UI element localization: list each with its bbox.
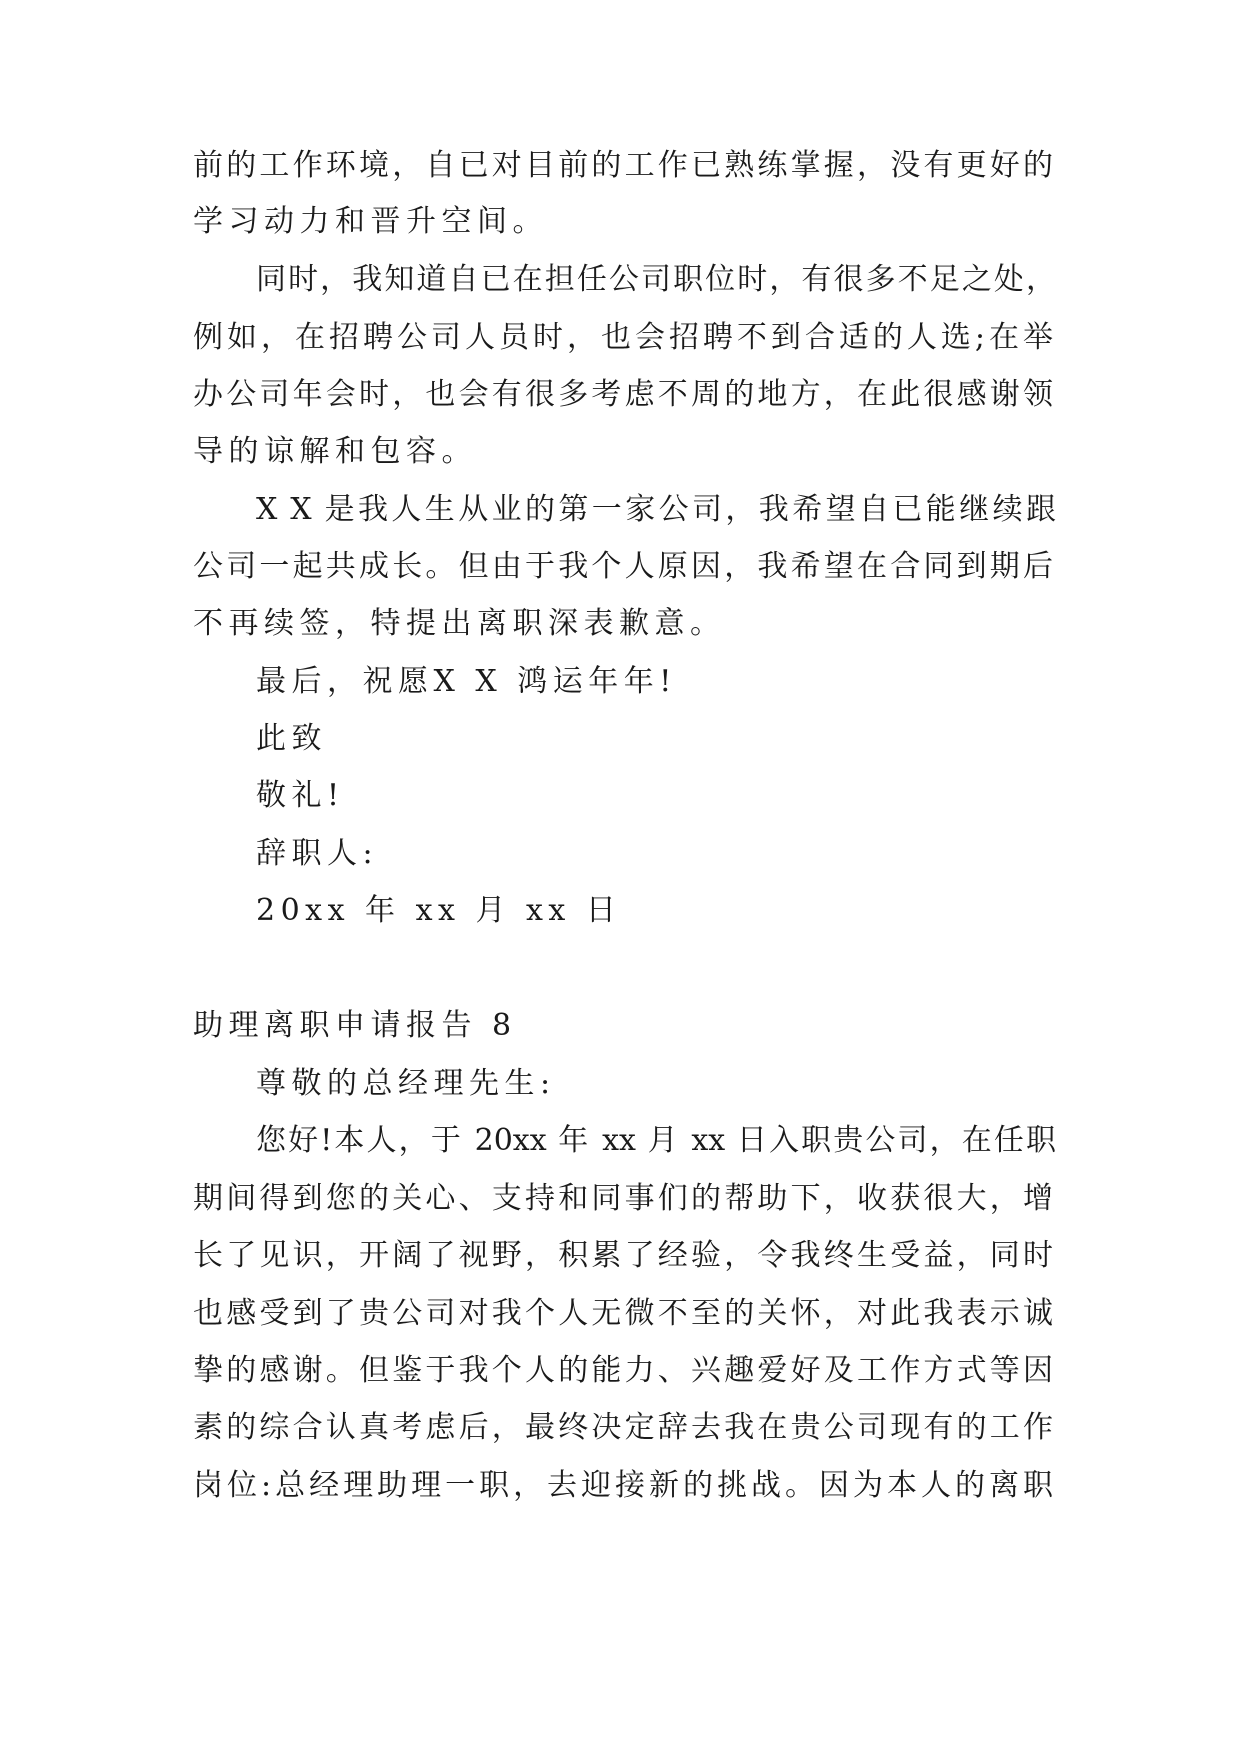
- paragraph-line: 公司一起共成长。但由于我个人原因，我希望在合同到期后: [193, 549, 1053, 584]
- section-title: 助理离职申请报告 8: [193, 1008, 517, 1043]
- date-line: 20xx 年 xx 月 xx 日: [256, 893, 622, 928]
- signature-label: 辞职人:: [256, 836, 379, 871]
- letter-greeting: 尊敬的总经理先生:: [256, 1066, 556, 1101]
- paragraph-line: 期间得到您的关心、支持和同事们的帮助下，收获很大，增: [193, 1181, 1053, 1216]
- paragraph-line: 挚的感谢。但鉴于我个人的能力、兴趣爱好及工作方式等因: [193, 1353, 1053, 1388]
- paragraph-line: 前的工作环境，自已对目前的工作已熟练掌握，没有更好的: [193, 148, 1053, 183]
- paragraph-line: 岗位:总经理助理一职，去迎接新的挑战。因为本人的离职: [193, 1468, 1053, 1503]
- paragraph-line: 不再续签，特提出离职深表歉意。: [193, 606, 726, 641]
- closing-salutation: 此致: [256, 721, 327, 756]
- paragraph-line: X X 是我人生从业的第一家公司，我希望自已能继续跟: [256, 492, 1056, 527]
- paragraph-line: 您好!本人，于 20xx 年 xx 月 xx 日入职贵公司，在任职: [256, 1123, 1056, 1158]
- paragraph-line: 素的综合认真考虑后，最终决定辞去我在贵公司现有的工作: [193, 1410, 1053, 1445]
- paragraph-line: 同时，我知道自已在担任公司职位时，有很多不足之处，: [256, 262, 1056, 297]
- paragraph-line: 办公司年会时，也会有很多考虑不周的地方，在此很感谢领: [193, 377, 1053, 412]
- closing-wish: 最后，祝愿X X 鸿运年年!: [256, 664, 677, 699]
- paragraph-line: 学习动力和晋升空间。: [193, 204, 548, 239]
- paragraph-line: 导的谅解和包容。: [193, 434, 477, 469]
- closing-regards: 敬礼!: [256, 778, 345, 813]
- paragraph-line: 长了见识，开阔了视野，积累了经验，令我终生受益，同时: [193, 1238, 1053, 1273]
- paragraph-line: 例如，在招聘公司人员时，也会招聘不到合适的人选;在举: [193, 320, 1053, 355]
- paragraph-line: 也感受到了贵公司对我个人无微不至的关怀，对此我表示诚: [193, 1296, 1053, 1331]
